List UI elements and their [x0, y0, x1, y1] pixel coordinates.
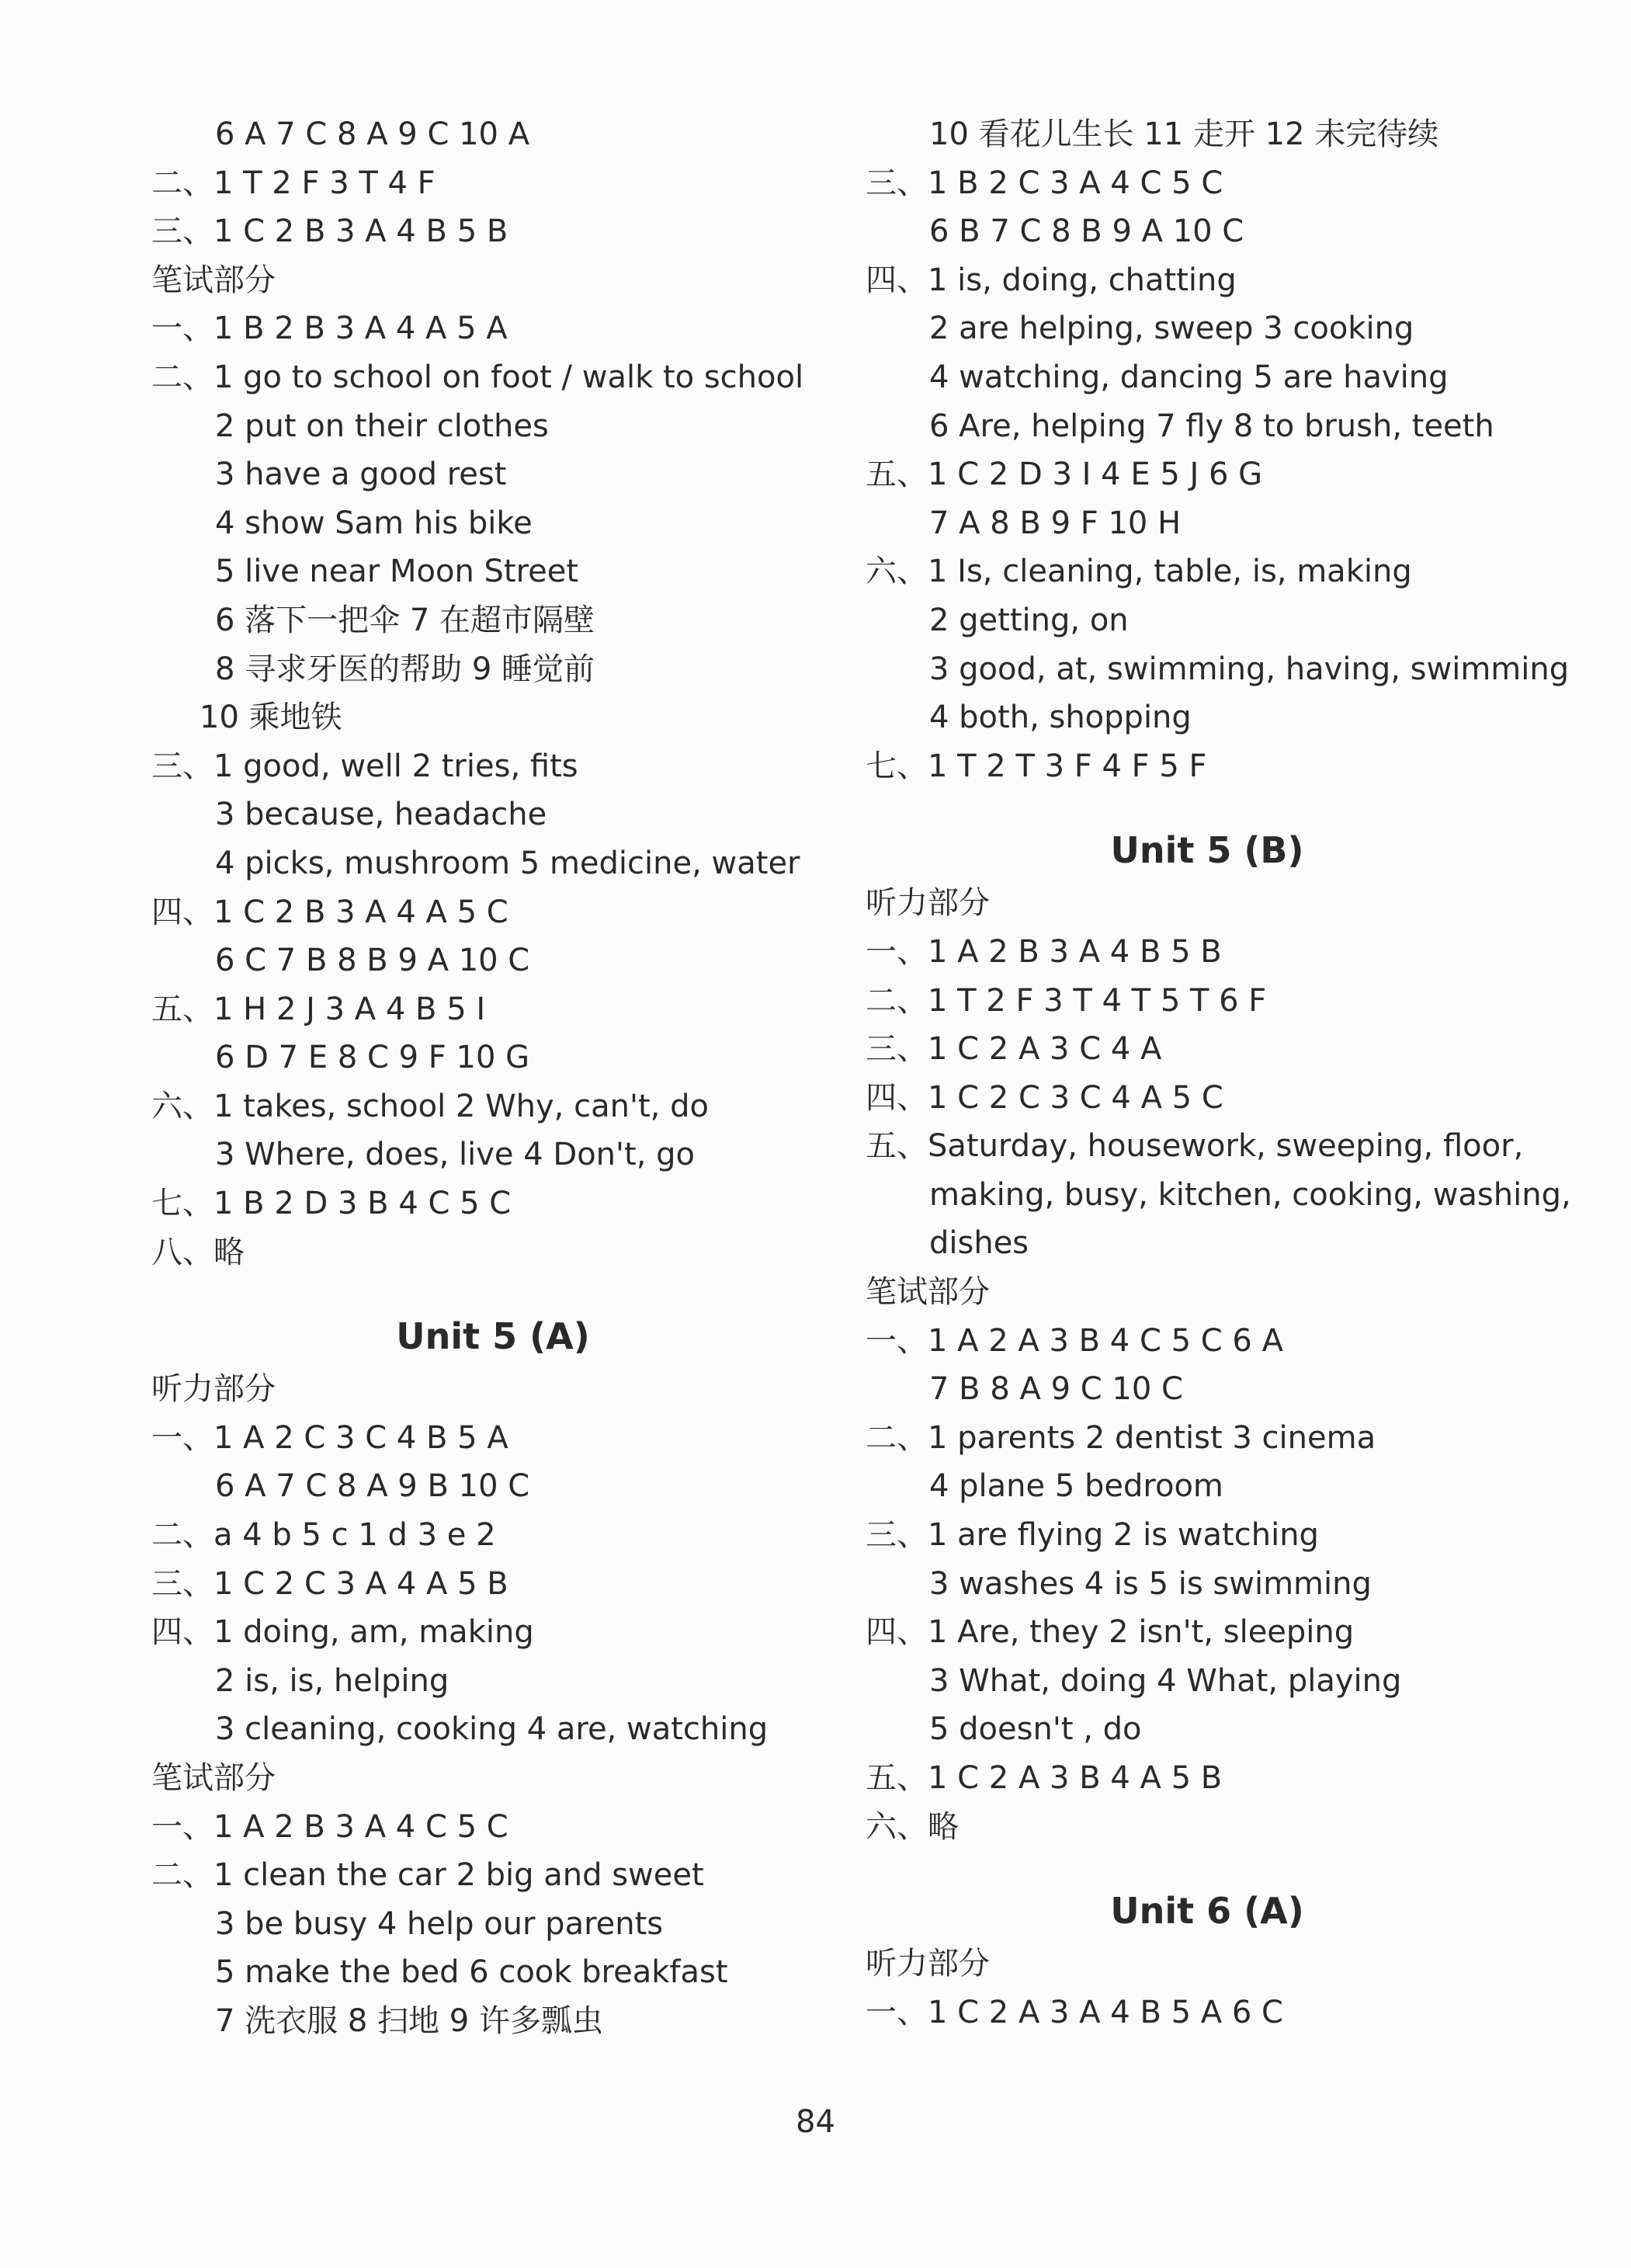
answer-line: 四、1 is, doing, chatting: [866, 262, 1237, 298]
answer-line: 4 picks, mushroom 5 medicine, water: [215, 845, 800, 881]
answer-line: 4 show Sam his bike: [215, 505, 533, 541]
answer-line: 2 are helping, sweep 3 cooking: [929, 311, 1414, 347]
answer-line: making, busy, kitchen, cooking, washing,: [929, 1176, 1571, 1213]
answer-line: 笔试部分: [866, 1274, 990, 1311]
answer-line: 一、1 A 2 A 3 B 4 C 5 C 6 A: [866, 1322, 1283, 1359]
answer-line: 7 洗衣服 8 扫地 9 许多瓢虫: [215, 2002, 603, 2039]
answer-line: 笔试部分: [151, 262, 276, 298]
answer-line: 四、1 Are, they 2 isn't, sleeping: [866, 1614, 1355, 1651]
answer-line: 四、1 doing, am, making: [151, 1614, 534, 1651]
answer-line: 一、1 A 2 B 3 A 4 B 5 B: [866, 933, 1222, 970]
answer-line: 5 make the bed 6 cook breakfast: [215, 1954, 728, 1991]
answer-line: 三、1 C 2 B 3 A 4 B 5 B: [151, 214, 508, 250]
answer-line: 3 washes 4 is 5 is swimming: [929, 1565, 1372, 1602]
answer-line: 四、1 C 2 B 3 A 4 A 5 C: [151, 894, 508, 930]
answer-line: 3 because, headache: [215, 797, 547, 833]
answer-line: 6 A 7 C 8 A 9 C 10 A: [215, 116, 530, 152]
answer-line: 六、1 takes, school 2 Why, can't, do: [151, 1088, 709, 1124]
answer-line: 三、1 C 2 A 3 C 4 A: [866, 1031, 1162, 1068]
answer-line: 4 plane 5 bedroom: [929, 1468, 1223, 1505]
answer-line: 四、1 C 2 C 3 C 4 A 5 C: [866, 1079, 1223, 1116]
answer-line: 八、略: [151, 1234, 245, 1270]
answer-line: 二、1 T 2 F 3 T 4 F: [151, 165, 436, 201]
answer-line: 笔试部分: [151, 1760, 276, 1796]
answer-line: 2 put on their clothes: [215, 408, 549, 444]
answer-line: 5 doesn't , do: [929, 1711, 1142, 1748]
answer-line: 7 A 8 B 9 F 10 H: [929, 505, 1182, 541]
answer-line: 6 D 7 E 8 C 9 F 10 G: [215, 1040, 530, 1076]
answer-line: 3 What, doing 4 What, playing: [929, 1662, 1402, 1699]
answer-line: 8 寻求牙医的帮助 9 睡觉前: [215, 651, 595, 687]
left-column: [151, 110, 819, 2046]
answer-line: 3 be busy 4 help our parents: [215, 1905, 664, 1942]
answer-line: 7 B 8 A 9 C 10 C: [929, 1371, 1183, 1408]
answer-line: 五、1 H 2 J 3 A 4 B 5 I: [151, 991, 486, 1027]
page-number: 84: [796, 2104, 835, 2140]
unit-heading: Unit 6 (A): [1110, 1890, 1304, 1933]
answer-line: 六、1 Is, cleaning, table, is, making: [866, 554, 1412, 590]
answer-line: 6 A 7 C 8 A 9 B 10 C: [215, 1468, 530, 1505]
unit-heading: Unit 5 (B): [1110, 829, 1304, 872]
answer-line: 听力部分: [866, 885, 990, 922]
answer-line: 五、Saturday, housework, sweeping, floor,: [866, 1128, 1524, 1165]
answer-line: 一、1 A 2 C 3 C 4 B 5 A: [151, 1419, 508, 1456]
answer-line: 三、1 C 2 C 3 A 4 A 5 B: [151, 1565, 508, 1602]
answer-line: 三、1 are flying 2 is watching: [866, 1517, 1319, 1554]
answer-line: 五、1 C 2 A 3 B 4 A 5 B: [866, 1760, 1223, 1796]
answer-line: 2 getting, on: [929, 602, 1129, 638]
section-gap: [866, 1851, 1533, 1882]
answer-line: 六、略: [866, 1808, 959, 1845]
answer-line: 6 C 7 B 8 B 9 A 10 C: [215, 943, 530, 979]
answer-line: 3 good, at, swimming, having, swimming: [929, 651, 1570, 687]
answer-line: 3 cleaning, cooking 4 are, watching: [215, 1711, 769, 1748]
answer-line: 二、1 parents 2 dentist 3 cinema: [866, 1419, 1376, 1456]
answer-line: 七、1 B 2 D 3 B 4 C 5 C: [151, 1186, 512, 1222]
answer-line: 3 Where, does, live 4 Don't, go: [215, 1137, 696, 1173]
answer-line: 二、a 4 b 5 c 1 d 3 e 2: [151, 1517, 496, 1554]
answer-line: 6 Are, helping 7 fly 8 to brush, teeth: [929, 408, 1494, 444]
answer-line: 6 B 7 C 8 B 9 A 10 C: [929, 214, 1244, 250]
answer-line: 4 watching, dancing 5 are having: [929, 359, 1449, 395]
answer-line: 6 落下一把伞 7 在超市隔壁: [215, 602, 595, 638]
answer-line: dishes: [929, 1225, 1029, 1262]
answer-line: 5 live near Moon Street: [215, 554, 579, 590]
answer-line: 听力部分: [151, 1371, 276, 1408]
unit-heading: Unit 5 (A): [396, 1315, 590, 1358]
answer-line: 3 have a good rest: [215, 457, 507, 493]
section-gap: [866, 790, 1533, 821]
answer-line: 4 both, shopping: [929, 700, 1192, 736]
answer-line: 10 乘地铁: [200, 700, 342, 736]
answer-line: 2 is, is, helping: [215, 1662, 449, 1699]
answer-line: 三、1 B 2 C 3 A 4 C 5 C: [866, 165, 1223, 201]
answer-line: 10 看花儿生长 11 走开 12 未完待续: [929, 116, 1439, 152]
answer-line: 二、1 T 2 F 3 T 4 T 5 T 6 F: [866, 982, 1267, 1019]
answer-line: 一、1 A 2 B 3 A 4 C 5 C: [151, 1808, 508, 1845]
answer-line: 一、1 B 2 B 3 A 4 A 5 A: [151, 311, 508, 347]
answer-line: 三、1 good, well 2 tries, fits: [151, 748, 578, 784]
answer-line: 五、1 C 2 D 3 I 4 E 5 J 6 G: [866, 457, 1263, 493]
answer-line: 二、1 go to school on foot / walk to school: [151, 359, 804, 395]
answer-line: 听力部分: [866, 1946, 990, 1982]
answer-line: 七、1 T 2 T 3 F 4 F 5 F: [866, 748, 1207, 784]
section-gap: [151, 1276, 819, 1308]
answer-line: 一、1 C 2 A 3 A 4 B 5 A 6 C: [866, 1994, 1283, 2030]
right-column: [866, 110, 1571, 2037]
answer-line: 二、1 clean the car 2 big and sweet: [151, 1857, 704, 1894]
